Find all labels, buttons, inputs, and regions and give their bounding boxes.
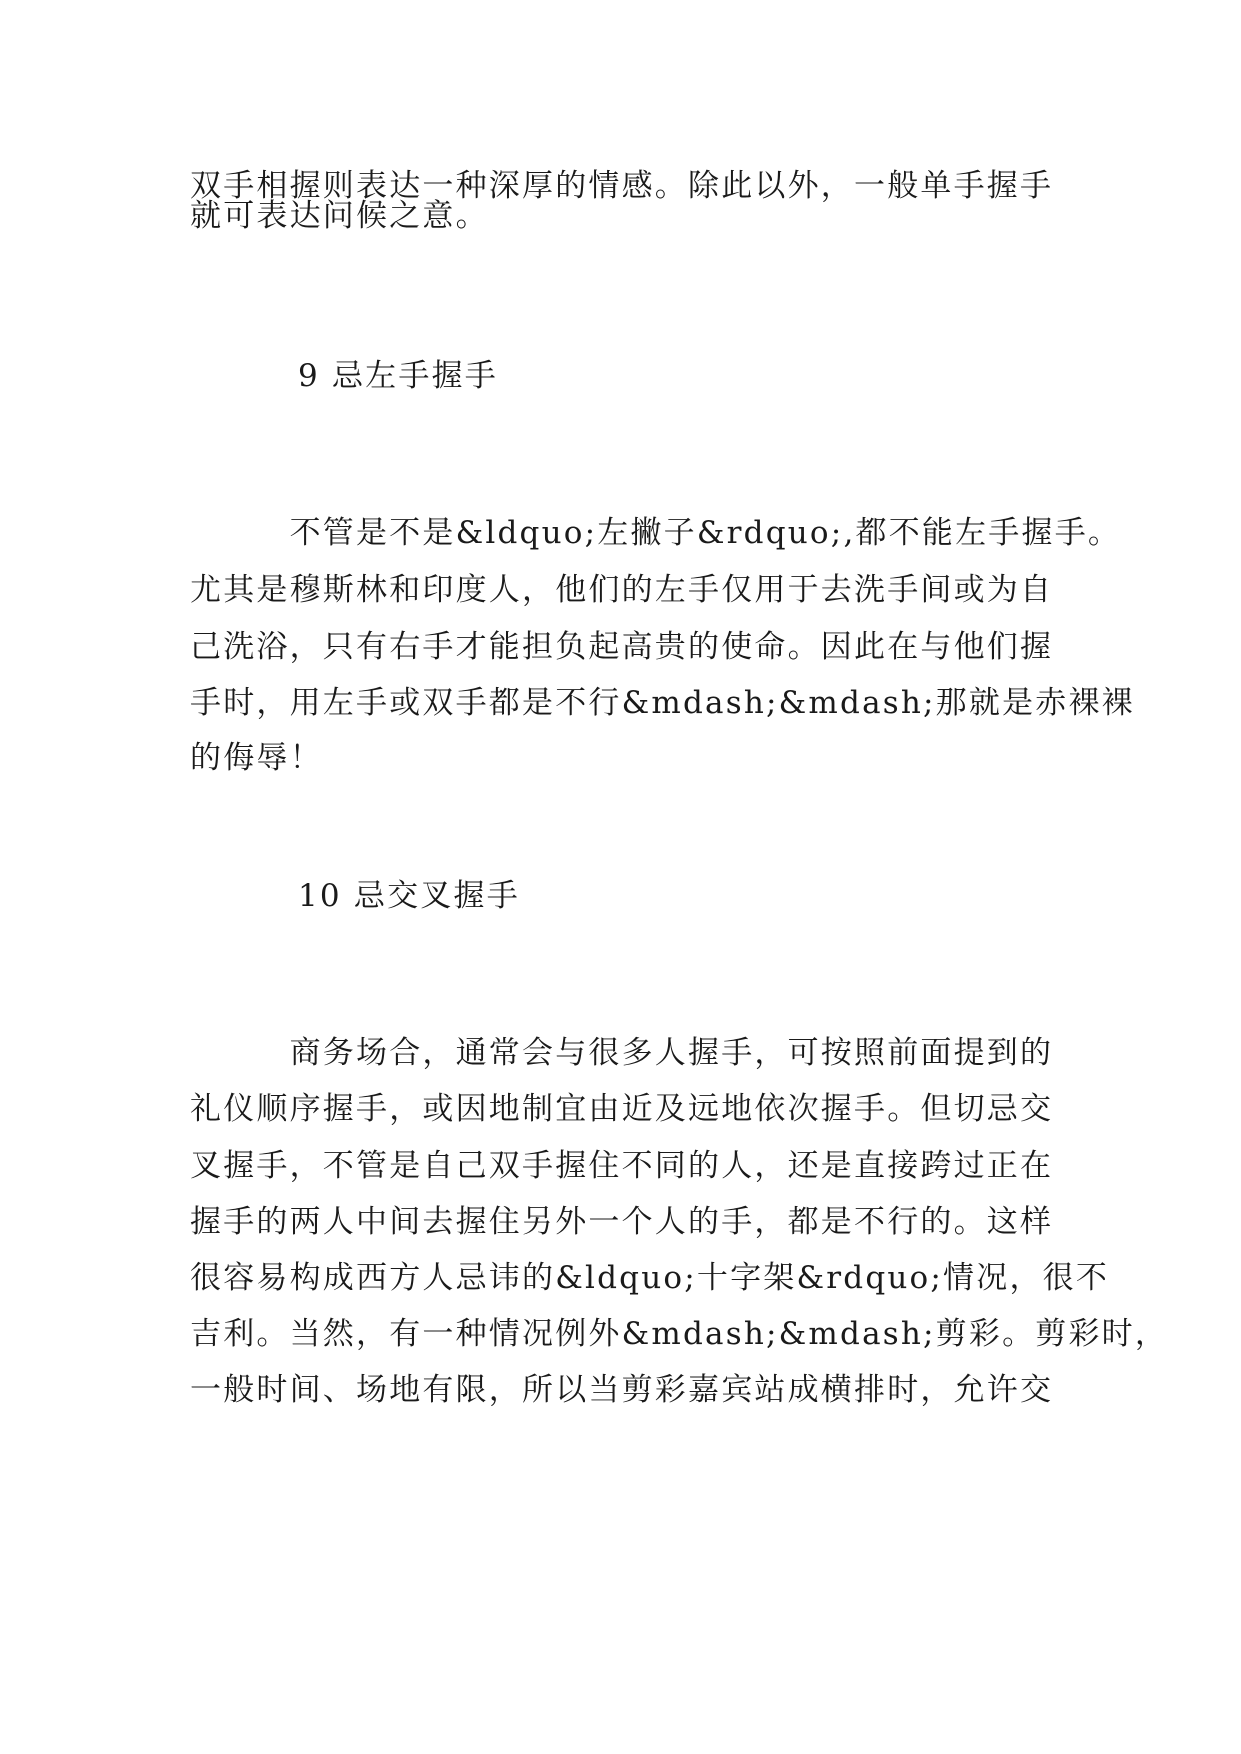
- text-line: 就可表达问候之意。: [190, 198, 489, 234]
- text-line: 尤其是穆斯林和印度人，他们的左手仅用于去洗手间或为自: [190, 572, 1054, 608]
- section-heading-10: 10 忌交叉握手: [298, 878, 520, 914]
- text-line: 己洗浴，只有右手才能担负起高贵的使命。因此在与他们握: [190, 629, 1054, 665]
- section-heading-9: 9 忌左手握手: [298, 358, 498, 394]
- text-line: 双手相握则表达一种深厚的情感。除此以外，一般单手握手: [190, 168, 1054, 204]
- text-line: 的侮辱！: [190, 740, 323, 776]
- text-line: 不管是不是&ldquo;左撇子&rdquo;,都不能左手握手。: [190, 515, 1122, 551]
- text-line: 很容易构成西方人忌讳的&ldquo;十字架&rdquo;情况，很不: [190, 1260, 1110, 1296]
- text-line: 叉握手，不管是自己双手握住不同的人，还是直接跨过正在: [190, 1148, 1054, 1184]
- text-line: 手时，用左手或双手都是不行&mdash;&mdash;那就是赤裸裸: [190, 685, 1135, 721]
- text-line: 礼仪顺序握手，或因地制宜由近及远地依次握手。但切忌交: [190, 1091, 1054, 1127]
- text-line: 商务场合，通常会与很多人握手，可按照前面提到的: [190, 1035, 1054, 1071]
- text-line: 吉利。当然，有一种情况例外&mdash;&mdash;剪彩。剪彩时，: [190, 1316, 1169, 1352]
- text-line: 握手的两人中间去握住另外一个人的手，都是不行的。这样: [190, 1204, 1054, 1240]
- text-line: 一般时间、场地有限，所以当剪彩嘉宾站成横排时，允许交: [190, 1372, 1054, 1408]
